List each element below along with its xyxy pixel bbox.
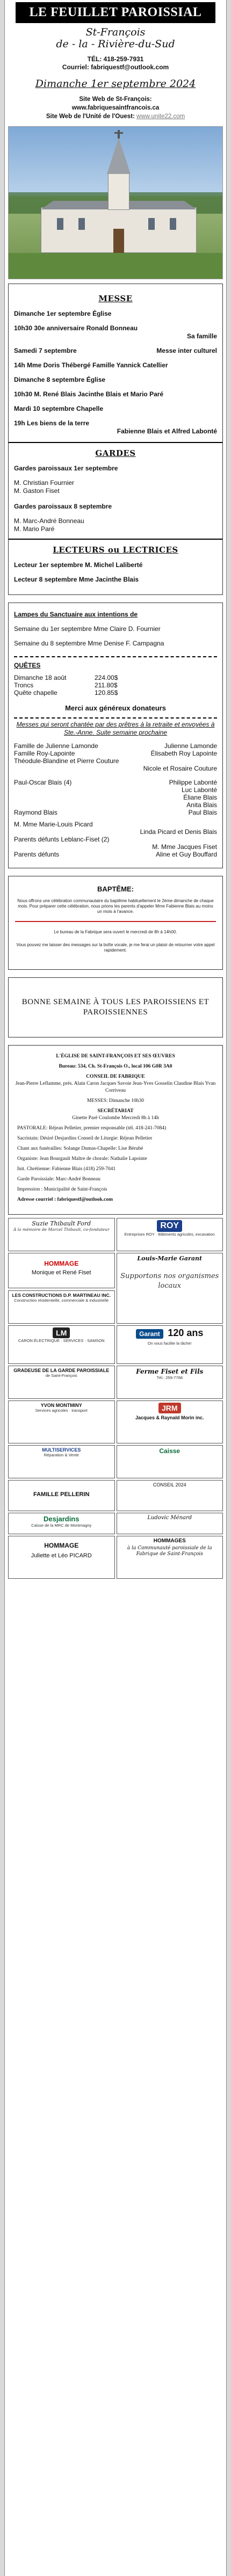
list-item: Julienne Lamonde <box>164 742 217 750</box>
messe-line: Samedi 7 septembre <box>14 347 77 354</box>
messe-line: 14h Mme Doris Thébergé Famille Yannick Catellier <box>14 361 168 369</box>
ad-title: Desjardins <box>44 1515 80 1523</box>
gardes-name: M. Marc-André Bonneau <box>14 517 84 525</box>
ad-subtitle: Tél.: 259-7768 <box>156 1375 183 1380</box>
ad-title: HOMMAGE <box>44 1260 79 1267</box>
contact-block <box>5 55 226 71</box>
list-item: Aline et Guy Bouffard <box>156 851 217 858</box>
lecteurs-line: Lecteur 8 septembre Mme Jacinthe Blais <box>14 576 139 583</box>
anniversary-badge: 120 ans <box>168 1327 204 1338</box>
quetes-title: QUÊTES <box>14 662 41 669</box>
bulletin-date: Dimanche 1er septembre 2024 <box>35 78 196 90</box>
ad-title: FAMILLE PELLERIN <box>33 1491 90 1498</box>
messe-row <box>14 347 217 355</box>
list-item: Élisabeth Roy Lapointe <box>150 750 217 757</box>
divider <box>9 442 222 443</box>
ad-subtitle: Services agricoles · transport <box>35 1408 88 1413</box>
list-item: Famille Roy-Lapointe <box>14 750 75 757</box>
parish-name-line2: de - la - Rivière-du-Sud <box>56 38 175 50</box>
ad-menard <box>117 1513 223 1534</box>
ad-subtitle: Réparation & Vente <box>44 1453 79 1457</box>
list-item: Paul Blais <box>188 809 217 816</box>
list-item: Luc Labonté <box>181 786 217 794</box>
messe-line: 10h30 M. René Blais Jacinthe Blais et Mario Paré <box>14 390 164 398</box>
site2-label: Site Web de l'Unité de l'Ouest: <box>46 113 135 120</box>
ad-subtitle: de Saint-François <box>45 1373 77 1378</box>
site1-label: Site Web de St-François: <box>79 96 152 103</box>
bapteme-section <box>8 876 223 970</box>
divider <box>9 539 222 540</box>
quete-label: Troncs <box>14 681 34 689</box>
lampes-line: Semaine du 1er septembre Mme Claire D. Fournier <box>14 625 161 633</box>
conseil-members: Jean-Pierre Leflamme, prés. Alain Caron Jacques Savoie Jean-Yves Gosselin Claudine Blais Yvan Corriveau <box>15 1081 216 1093</box>
secretariat-title: SECRÉTARIAT <box>97 1108 134 1114</box>
ad-title: HOMMAGES <box>153 1538 186 1544</box>
ad-title: GRADEUSE DE LA GARDE PAROISSIALE <box>13 1368 110 1373</box>
ad-garde <box>8 1366 115 1399</box>
parish-name: St-François <box>85 26 146 38</box>
garant-logo: Garant <box>136 1329 163 1339</box>
ad-caisse <box>117 1445 223 1478</box>
gardes-name: M. Mario Paré <box>14 525 55 533</box>
ad-subtitle: Entreprises ROY · Bâtiments agricoles, excavation <box>124 1232 215 1237</box>
bapteme-title: BAPTÊME: <box>97 885 134 893</box>
quetes-table <box>14 674 217 696</box>
messe-line: Dimanche 1er septembre Église <box>14 310 112 317</box>
bapteme-text: Nous offrons une célébration communautaire du baptême habituellement le 2ème dimanche de chaque mois. Pour préparer cette célébration, nous prions les parents d'appeler Mme Fabienne Blais au moins un mois à l'avance. <box>17 898 214 914</box>
infos-address: Bureau: 534, Ch. St-François O., local 106 G0R 3A0 <box>59 1064 172 1069</box>
ad-title: Louis-Marie Garant <box>137 1255 203 1262</box>
ad-conseil <box>117 1480 223 1511</box>
list-item: Famille de Julienne Lamonde <box>14 742 98 750</box>
list-item: Nicole et Rosaire Couture <box>143 765 217 772</box>
list-item: Linda Picard et Denis Blais <box>140 828 217 836</box>
list-item: M. Mme Jacques Fiset <box>152 843 217 851</box>
church-photo <box>8 126 223 279</box>
lampes-quetes-section <box>8 603 223 868</box>
conseil-title: CONSEIL DE FABRIQUE <box>86 1074 145 1079</box>
ad-title: LES CONSTRUCTIONS D.P. MARTINEAU INC. <box>12 1292 111 1298</box>
ad-lm-caron <box>8 1325 115 1364</box>
messe-line: Dimanche 8 septembre Église <box>14 376 106 383</box>
ad-title: Ferme Fiset et Fils <box>136 1368 204 1375</box>
list-item: Parents défunts Leblanc-Fiset (2) <box>14 836 110 843</box>
ad-hommage-picard <box>8 1536 115 1579</box>
ad-subtitle: Construction résidentielle, commerciale & industrielle <box>14 1297 109 1303</box>
list-item: Parents défunts <box>14 851 60 858</box>
ad-ferme-fiset <box>117 1366 223 1399</box>
lampes-title: Lampes du Sanctuaire aux intentions de <box>14 611 138 618</box>
ad-subtitle: à la Communauté paroissiale de la Fabrique de Saint-François <box>127 1545 212 1557</box>
list-item: Théodule-Blandine et Pierre Couture <box>14 757 119 765</box>
bulletin-page <box>4 0 227 2576</box>
jrm-logo: JRM <box>158 1403 181 1413</box>
list-item: Paul-Oscar Blais (4) <box>14 779 72 786</box>
ad-title: YVON MONTMINY <box>40 1403 82 1408</box>
ad-garant-120 <box>117 1325 223 1364</box>
infos-organiste: Organiste: Jean Bourgault Maître de chorale: Nathalie Lapointe <box>17 1156 147 1162</box>
infos-chant: Chant aux funérailles: Solange Dumas-Chapelle: Lise Bérubé <box>17 1146 143 1151</box>
secretariat-detail: Ginette Paré Coulombe Mercredi 8h à 14h <box>72 1115 159 1121</box>
lampes-line: Semaine du 8 septembre Mme Denise F. Campagna <box>14 640 164 647</box>
lm-logo: LM <box>53 1327 70 1338</box>
ad-subtitle: CARON ÉLECTRIQUE · SERVICES · SAMSON <box>18 1338 105 1343</box>
bulletin-title: LE FEUILLET PAROISSIAL <box>16 2 215 23</box>
list-item: Éliane Blais <box>183 794 217 801</box>
ad-garant <box>117 1253 223 1324</box>
messe-line-right: Sa famille <box>186 332 217 340</box>
messes-chanter-title: Messes qui seront chantée par des prêtres à la retraite et envoyées à Ste.-Anne. Suite semaine prochaine <box>16 721 215 736</box>
bonne-semaine-section <box>8 977 223 1037</box>
divider <box>14 656 217 657</box>
infos-email[interactable]: Adresse courriel : fabriquestf@outlook.com <box>17 1197 113 1202</box>
ad-title: Ludovic Ménard <box>147 1515 192 1521</box>
messe-title: MESSE <box>98 294 133 303</box>
infos-section <box>8 1045 223 1215</box>
ad-subtitle: À la mémoire de Marcel Thibault, co-fondateur <box>13 1227 110 1232</box>
quete-value: 120.85$ <box>95 689 118 696</box>
gardes-name: M. Christian Fournier <box>14 479 75 487</box>
ad-subtitle: Supportons nos organismes locaux <box>120 1272 219 1290</box>
infos-garde: Garde Paroissiale: Marc-André Bonneau <box>17 1177 100 1182</box>
ad-title: CONSEIL 2024 <box>153 1482 186 1487</box>
ad-roy <box>117 1218 223 1251</box>
ad-desjardins <box>8 1513 115 1534</box>
ad-title: Caisse <box>159 1447 181 1455</box>
lecteurs-title: LECTEURS ou LECTRICES <box>53 545 178 555</box>
ad-pellerin <box>8 1480 115 1511</box>
ad-martineau <box>8 1290 115 1324</box>
messe-line: Mardi 10 septembre Chapelle <box>14 405 104 412</box>
ad-multiservices <box>8 1445 115 1478</box>
ad-hommages-communaute <box>117 1536 223 1579</box>
ad-jrm <box>117 1401 223 1443</box>
infos-impression: Impression : Municipalité de Saint-François <box>17 1187 107 1192</box>
gardes-line: Gardes paroissaux 8 septembre <box>14 503 112 510</box>
ad-subtitle: Jacques & Raynald Morin inc. <box>135 1415 204 1420</box>
ad-title: MULTISERVICES <box>42 1447 81 1453</box>
site2-link[interactable]: www.unite22.com <box>136 113 185 120</box>
sponsors-grid <box>8 1218 223 1579</box>
ad-title: HOMMAGE <box>44 1542 79 1549</box>
quete-value: 211.80$ <box>95 681 118 689</box>
roy-logo: ROY <box>157 1220 182 1232</box>
ad-montminy <box>8 1401 115 1443</box>
infos-sacristain: Sacristain: Désiré Desjardins Conseil de Liturgie: Réjean Pelletier <box>17 1136 153 1141</box>
websites-block <box>5 95 226 121</box>
ad-title: Suzie Thibault Ford <box>32 1220 91 1227</box>
ad-subtitle: Monique et René Fiset <box>31 1269 91 1276</box>
ad-subtitle: Juliette et Léo PICARD <box>31 1552 92 1559</box>
list-item: M. Mme Marie-Louis Picard <box>14 821 93 828</box>
messe-section <box>8 284 223 595</box>
quete-value: 224.00$ <box>95 674 118 681</box>
ad-hommage-fiset <box>8 1253 115 1288</box>
list-item: Philippe Labonté <box>169 779 217 786</box>
site1-link[interactable]: www.fabriquesaintfrancois.ca <box>71 105 160 111</box>
gardes-name: M. Gaston Fiset <box>14 487 60 495</box>
quete-label: Dimanche 18 août <box>14 674 67 681</box>
messe-line-right: Fabienne Blais et Alfred Labonté <box>117 427 217 435</box>
infos-init: Init. Chrétienne: Fabienne Blais (418) 259-7041 <box>17 1166 116 1172</box>
phone-text: TÉL: 418-259-7931 <box>87 55 144 63</box>
messe-line: Messe inter culturel <box>156 347 217 354</box>
ad-subtitle: Caisse de la MRC de Montmagny <box>31 1523 92 1528</box>
infos-messes: MESSES: Dimanche 10h30 <box>86 1098 145 1104</box>
ad-thibault <box>8 1218 115 1251</box>
messe-line: 10h30 30e anniversaire Ronald Bonneau <box>14 324 138 332</box>
infos-title: L'ÉGLISE DE SAINT-FRANÇOIS ET SES ŒUVRES <box>56 1054 175 1059</box>
quete-label: Quête chapelle <box>14 689 57 696</box>
gardes-title: GARDES <box>95 448 136 458</box>
gardes-line: Gardes paroissaux 1er septembre <box>14 465 118 472</box>
ad-subtitle: On vous facilite la tâche! <box>147 1341 192 1346</box>
merci-text: Merci aux généreux donateurs <box>65 704 166 712</box>
message-text: Vous pouvez me laisser des messages sur la boîte vocale, je me ferai un plaisir de retourner votre appel rapidement. <box>16 942 215 953</box>
list-item: Anita Blais <box>186 801 217 809</box>
email-text[interactable]: Courriel: fabriquestf@outlook.com <box>62 63 169 71</box>
messes-chanter-list <box>14 742 217 858</box>
bureau-text: Le bureau de la Fabrique sera ouvert le mercredi de 8h à 14h00. <box>54 930 177 934</box>
list-item: Raymond Blais <box>14 809 57 816</box>
messe-line: 19h Les biens de la terre <box>14 419 90 427</box>
divider <box>15 921 216 922</box>
divider <box>14 717 217 719</box>
bonne-semaine-text: BONNE SEMAINE À TOUS LES PAROISSIENS ET PAROISSIENNES <box>21 998 210 1017</box>
infos-pastoral: PASTORALE: Réjean Pelletier, premier responsable (tél. 418-241-7084) <box>17 1126 167 1131</box>
lecteurs-line: Lecteur 1er septembre M. Michel Laliberté <box>14 561 143 569</box>
